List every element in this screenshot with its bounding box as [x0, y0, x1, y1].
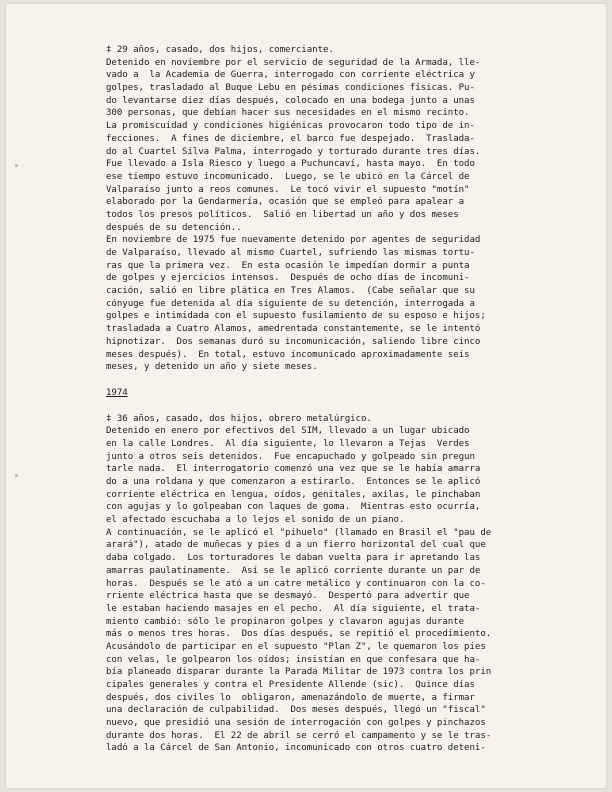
- text-line: tarle nada. El interrogatorio comenzó una vez que se le había amarra: [106, 464, 481, 475]
- document-text: [106, 44, 546, 755]
- text-line: ladó a la Cárcel de San Antonio, incomunicado con otros cuatro deteni-: [106, 743, 486, 754]
- document-page: [6, 4, 606, 788]
- text-line: después de su detención..: [106, 222, 242, 233]
- year-heading: 1974: [106, 387, 128, 398]
- text-line: Acusándolo de participar en el supuesto "Plan Z", le quemaron los pies: [106, 641, 486, 652]
- text-line: rriente eléctrica hasta que se desmayó. Despertó para advertir que: [106, 591, 470, 602]
- text-line: do al Cuartel Silva Palma, interrogado y torturado durante tres días.: [106, 146, 481, 157]
- text-line: vado a la Academia de Guerra, interrogado con corriente eléctrica y: [106, 70, 475, 81]
- text-line: golpes, trasladado al Buque Lebu en pésimas condiciones físicas. Pu-: [106, 83, 475, 94]
- testimony-section-2: [106, 413, 546, 756]
- text-line: nuevo, que presidió una sesión de interrogación con golpes y pinchazos: [106, 718, 486, 729]
- text-line: cipales generales y contra el Presidente Allende (sic). Quince días: [106, 680, 475, 690]
- text-line: meses, y detenido un año y siete meses.: [106, 362, 318, 373]
- text-line: de Valparaíso, llevado al mismo Cuartel, sufriendo las mismas tortu-: [106, 248, 475, 258]
- text-line: ese tiempo estuvo incomunicado. Luego, se le ubicó en la Cárcel de: [106, 171, 470, 182]
- text-line: más o menos tres horas. Dos días después, se repitió el procedimiento.: [106, 629, 492, 640]
- text-line: corriente eléctrica en lengua, oídos, genitales, axilas, le pinchaban: [106, 489, 481, 500]
- text-line: fecciones. A fines de diciembre, el barco fue despejado. Traslada-: [106, 133, 475, 144]
- testimony-section-1: [106, 44, 546, 374]
- text-line: con agujas y lo golpeaban con laques de goma. Mientras esto ocurría,: [106, 502, 481, 513]
- text-line: ras que la primera vez. En esta ocasión le impedían dormir a punta: [106, 260, 470, 271]
- text-line: La promiscuidad y condiciones higiénicas provocaron todo tipo de in-: [106, 121, 475, 132]
- text-line: trasladada a Cuatro Alamos, amedrentada constantemente, se le intentó: [106, 324, 481, 335]
- text-line: miento cambió: sólo le propinaron golpes y clavaron agujas durante: [106, 616, 465, 627]
- text-line: durante dos horas. El 22 de abril se cerró el campamento y se le tras-: [106, 730, 492, 741]
- text-line: el afectado escuchaba a lo lejos el sonido de un piano.: [106, 515, 405, 526]
- text-line: do levantarse diez días después, colocado en una bodega junto a unas: [106, 95, 475, 106]
- text-line: amarras paulatinamente. Así se le aplicó corriente durante un par de: [106, 565, 481, 576]
- text-line: todos los presos políticos. Salió en libertad un año y dos meses: [106, 209, 459, 220]
- text-line: en la calle Londres. Al día siguiente, lo llevaron a Tejas Verdes: [106, 438, 470, 449]
- text-line: En noviembre de 1975 fue nuevamente detenido por agentes de seguridad: [106, 235, 481, 246]
- text-line: cónyuge fue detenida al día siguiente de su detención, interrogada a: [106, 298, 475, 309]
- text-line: Fue llevado a Isla Riesco y luego a Puchuncaví, hasta mayo. En todo: [106, 159, 475, 170]
- text-line: una declaración de culpabilidad. Dos meses después, llegó un "fiscal": [106, 705, 486, 716]
- text-line: le estaban haciendo masajes en el pecho. Al día siguiente, el trata-: [106, 603, 481, 614]
- text-line: después, dos civiles lo obligaron, amenazándolo de muerte, a firmar: [106, 692, 475, 703]
- text-line: daba colgado. Los torturadores le daban vuelta para ir apretando las: [106, 553, 481, 564]
- text-line: con velas, le golpearon los oídos; insistían en que confesara que ha-: [106, 654, 481, 665]
- margin-mark: [15, 474, 18, 477]
- text-line: horas. Después se le ató a un catre metálico y continuaron con la co-: [106, 578, 486, 589]
- text-line: arará"), atado de muñecas y pies d a un fierro horizontal del cual que: [106, 540, 486, 551]
- text-line: bía planeado disparar durante la Parada Militar de 1973 contra los prin: [106, 667, 492, 678]
- text-line: de golpes y ejercicios intensos. Después de ocho días de incomuni-: [106, 273, 470, 284]
- text-line: Detenido en noviembre por el servicio de seguridad de la Armada, lle-: [106, 57, 481, 68]
- text-line: golpes e intimidada con el supuesto fusilamiento de su esposo e hijos;: [106, 311, 486, 322]
- text-line: meses después). En total, estuvo incomunicado aproximadamente seis: [106, 349, 470, 360]
- text-line: 300 personas, que debían hacer sus necesidades en el mismo recinto.: [106, 108, 470, 119]
- text-line: ‡ 36 años, casado, dos hijos, obrero metalúrgico.: [106, 413, 372, 424]
- margin-mark: [15, 164, 18, 167]
- text-line: cación, salió en libre plática en Tres Alamos. (Cabe señalar que su: [106, 286, 475, 297]
- text-line: ‡ 29 años, casado, dos hijos, comerciante.: [106, 45, 334, 55]
- text-line: A continuación, se le aplicó el "pihuelo" (llamado en Brasil el "pau de: [106, 527, 492, 538]
- text-line: hipnotizar. Dos semanas duró su incomunicación, saliendo libre cinco: [106, 336, 481, 347]
- text-line: junto a otros seis detenidos. Fue encapuchado y golpeado sin pregun: [106, 451, 475, 462]
- text-line: elaborado por la Gendarmería, ocasión que se empleó para apalear a: [106, 197, 465, 208]
- text-line: Detenido en enero por efectivos del SIM, llevado a un lugar ubicado: [106, 426, 470, 437]
- text-line: Valparaíso junto a reos comunes. Le tocó vivir el supuesto "motín": [106, 184, 470, 195]
- text-line: do a una roldana y que comenzaron a estirarlo. Entonces se le aplicó: [106, 477, 481, 487]
